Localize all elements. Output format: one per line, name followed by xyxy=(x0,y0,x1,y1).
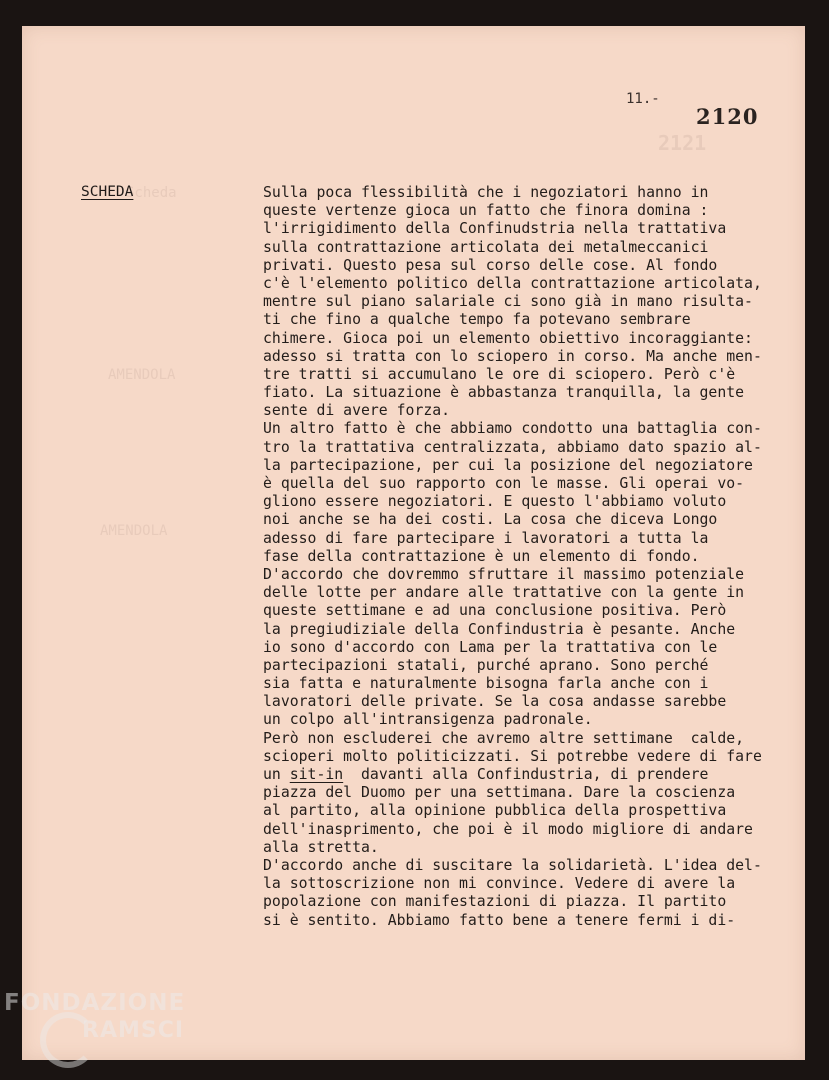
text-line: la partecipazione, per cui la posizione del negoziatore xyxy=(263,456,753,474)
text-line: la sottoscrizione non mi convince. Vedere di avere la xyxy=(263,875,736,893)
text-line: Sulla poca flessibilità che i negoziatori hanno in xyxy=(263,184,709,201)
text-line: D'accordo che dovremmo sfruttare il massimo potenziale xyxy=(263,565,745,583)
text-line: Però non escluderei che avremo altre settimane calde, xyxy=(263,729,745,747)
archive-stamp: 2120 xyxy=(696,104,759,129)
text-line: un sit-in davanti alla Confindustria, di prendere xyxy=(263,766,709,783)
text-line: partecipazioni statali, purché aprano. Sono perché xyxy=(263,656,709,674)
text-line: alla stretta. xyxy=(263,838,379,856)
text-line: adesso di fare partecipare i lavoratori a tutta la xyxy=(263,529,709,547)
text-line: scioperi molto politicizzati. Si potrebbe vedere di fare xyxy=(263,747,762,765)
typewritten-text xyxy=(263,184,803,930)
text-line: al partito, alla opinione pubblica della prospettiva xyxy=(263,802,727,820)
text-line: gliono essere negoziatori. E questo l'abbiamo voluto xyxy=(263,493,727,511)
text-line: adesso si tratta con lo sciopero in corso. Ma anche men- xyxy=(263,347,762,365)
bleed-through-text: 2121 xyxy=(658,131,707,155)
text-line: popolazione con manifestazioni di piazza. Il partito xyxy=(263,893,727,911)
text-line: mentre sul piano salariale ci sono già in mano risulta- xyxy=(263,293,753,311)
foundation-watermark xyxy=(4,990,209,1070)
watermark-line-2: RAMSCI xyxy=(82,1018,185,1043)
text-line: c'è l'elemento politico della contrattazione articolata, xyxy=(263,274,762,292)
text-line: dell'inasprimento, che poi è il modo migliore di andare xyxy=(263,820,753,838)
bleed-through-text: AMENDOLA xyxy=(108,367,176,383)
text-line: lavoratori delle private. Se la cosa andasse sarebbe xyxy=(263,693,727,711)
text-line: tro la trattativa centralizzata, abbiamo dato spazio al- xyxy=(263,438,762,456)
text-line: sulla contrattazione articolata dei metalmeccanici xyxy=(263,238,709,256)
text-line: Un altro fatto è che abbiamo condotto una battaglia con- xyxy=(263,420,762,438)
text-line: si è sentito. Abbiamo fatto bene a tenere fermi i di- xyxy=(263,911,736,929)
text-line: fase della contrattazione è un elemento di fondo. xyxy=(263,547,700,565)
text-line: è quella del suo rapporto con le masse. Gli operai vo- xyxy=(263,475,745,492)
text-line: piazza del Duomo per una settimana. Dare la coscienza xyxy=(263,784,736,802)
text-line: delle lotte per andare alle trattative con la gente in xyxy=(263,584,745,602)
text-line: sia fatta e naturalmente bisogna farla anche con i xyxy=(263,675,709,693)
text-line: ti che fino a qualche tempo fa potevano sembrare xyxy=(263,311,691,329)
text-line: fiato. La situazione è abbastanza tranquilla, la gente xyxy=(263,384,745,402)
text-line: queste vertenze gioca un fatto che finora domina : xyxy=(263,202,709,220)
text-line: sente di avere forza. xyxy=(263,402,451,420)
text-line: privati. Questo pesa sul corso delle cose. Al fondo xyxy=(263,256,718,274)
page-number: 11.- xyxy=(626,91,660,107)
text-line: tre tratti si accumulano le ore di sciopero. Però c'è xyxy=(263,365,736,383)
bleed-through-text: AMENDOLA xyxy=(100,523,168,539)
text-line: noi anche se ha dei costi. La cosa che diceva Longo xyxy=(263,511,718,529)
section-label: SCHEDA xyxy=(81,184,134,200)
watermark-line-1: FONDAZIONE xyxy=(4,990,186,1016)
text-line: chimere. Gioca poi un elemento obiettivo incoraggiante: xyxy=(263,329,753,347)
text-line: l'irrigidimento della Confinudstria nella trattativa xyxy=(263,220,727,238)
text-line: D'accordo anche di suscitare la solidarietà. L'idea del- xyxy=(263,856,762,874)
bleed-through-text: Scheda xyxy=(126,185,177,201)
text-line: queste settimane e ad una conclusione positiva. Però xyxy=(263,602,727,620)
text-line: io sono d'accordo con Lama per la trattativa con le xyxy=(263,638,718,656)
text-line: un colpo all'intransigenza padronale. xyxy=(263,711,593,729)
document-page xyxy=(22,26,805,1060)
text-line: la pregiudiziale della Confindustria è pesante. Anche xyxy=(263,620,736,638)
